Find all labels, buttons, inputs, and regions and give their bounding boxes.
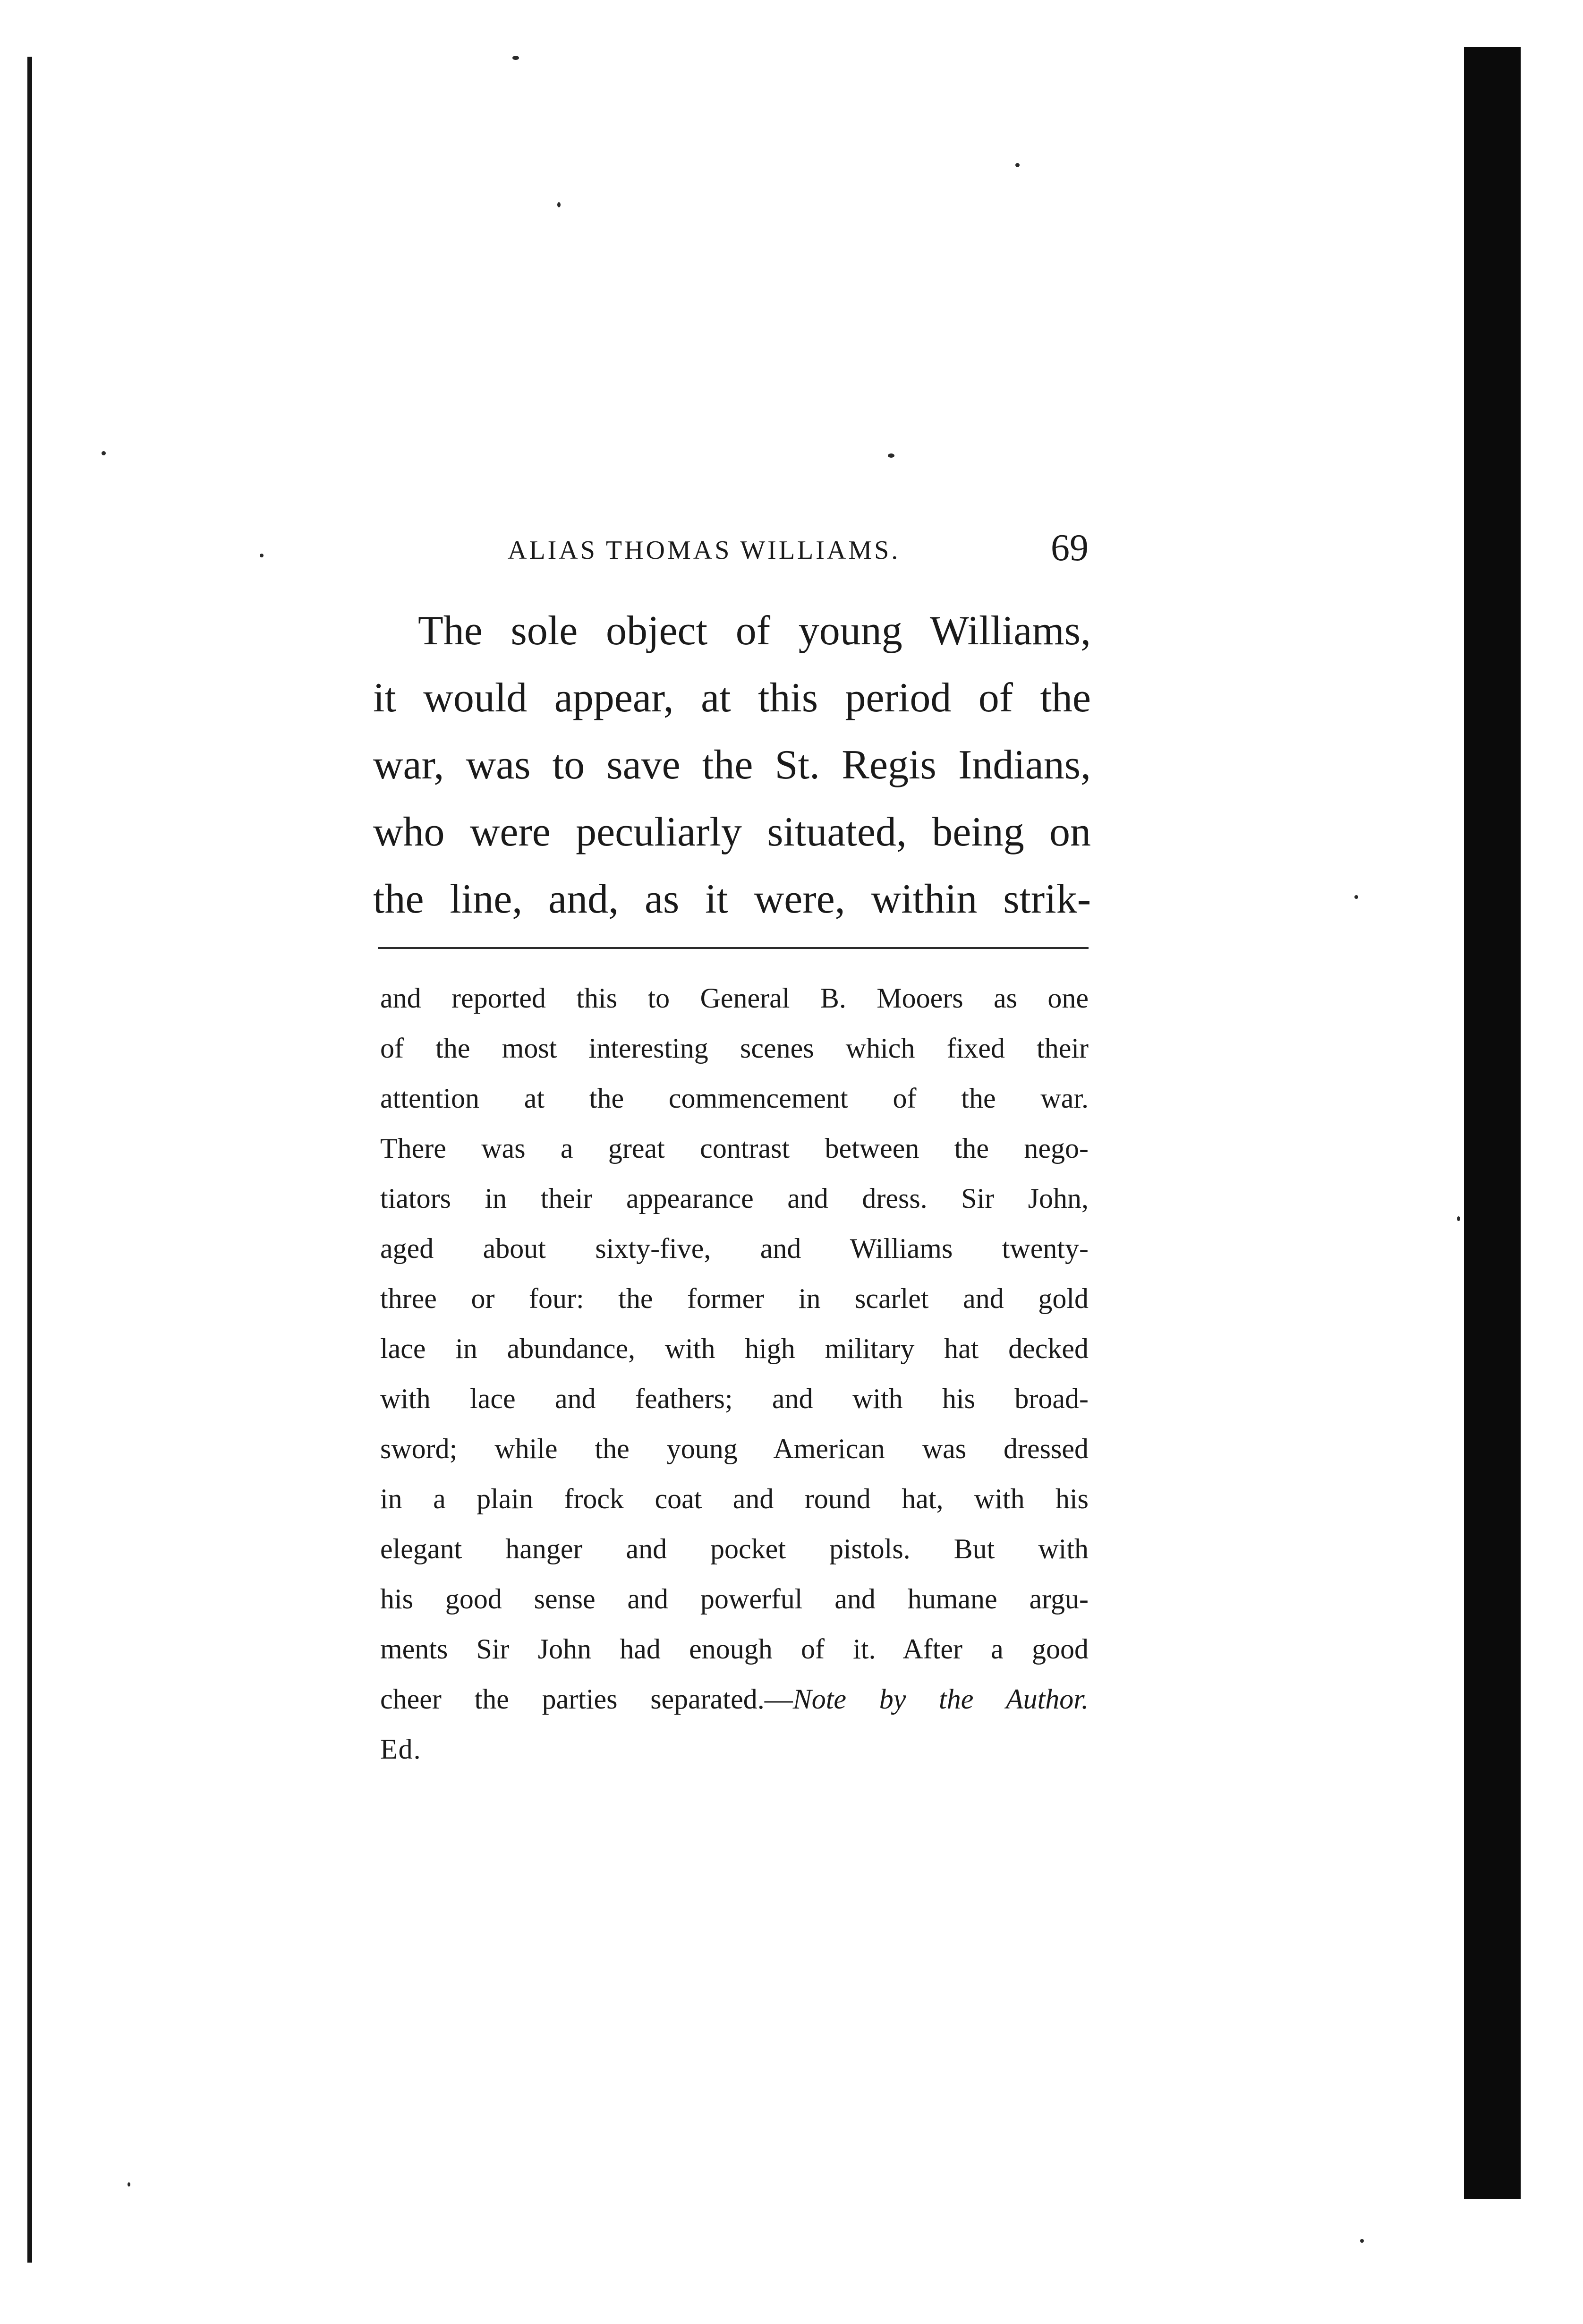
footnote-line: sword; while the young American was dressed: [380, 1433, 1089, 1464]
scan-speck: [128, 2182, 130, 2187]
footnote-line: tiators in their appearance and dress. Sir John,: [380, 1183, 1089, 1214]
footnote-line: lace in abundance, with high military hat decked: [380, 1333, 1089, 1364]
scan-speck: [1457, 1216, 1460, 1221]
footnote-line: There was a great contrast between the nego-: [380, 1133, 1089, 1164]
footnote-rule: [378, 947, 1089, 949]
footnote-block: [380, 973, 1089, 1774]
footnote-line: in a plain frock coat and round hat, with his: [380, 1483, 1089, 1514]
main-text-line: The sole object of young Williams,: [418, 608, 1091, 654]
scan-speck: [1360, 2239, 1364, 2243]
main-text-line: war, was to save the St. Regis Indians,: [373, 742, 1091, 788]
scan-speck: [888, 453, 894, 458]
footnote-line: ments Sir John had enough of it. After a good: [380, 1633, 1089, 1665]
scan-speck: [1354, 895, 1358, 899]
footnote-line: attention at the commencement of the war.: [380, 1083, 1089, 1114]
scan-speck: [1015, 163, 1020, 167]
running-head: [508, 527, 1089, 569]
scan-speck: [260, 554, 264, 557]
footnote-line: his good sense and powerful and humane argu-: [380, 1583, 1089, 1615]
footnote-line: with lace and feathers; and with his broad-: [380, 1383, 1089, 1414]
footnote-signature: Ed.: [380, 1734, 422, 1765]
footnote-line: aged about sixty-five, and Williams twenty-: [380, 1233, 1089, 1264]
running-title: ALIAS THOMAS WILLIAMS.: [508, 536, 901, 565]
main-text-line: it would appear, at this period of the: [373, 675, 1091, 721]
scan-speck: [102, 451, 106, 455]
page-number: 69: [1051, 527, 1089, 569]
main-text-line: the line, and, as it were, within strik-: [373, 876, 1091, 922]
scan-right-band: [1464, 47, 1521, 2199]
main-text-line: who were peculiarly situated, being on: [373, 809, 1091, 855]
footnote-line: and reported this to General B. Mooers as one: [380, 983, 1089, 1014]
scan-speck: [557, 202, 561, 207]
footnote-line: three or four: the former in scarlet and gold: [380, 1283, 1089, 1314]
footnote-last-text: cheer the parties separated.—: [380, 1683, 793, 1715]
main-text-block: [373, 598, 1091, 933]
footnote-author-note: Note by the Author.: [792, 1683, 1089, 1715]
footnote-line-last: [380, 1674, 1089, 1724]
scan-left-edge: [27, 57, 32, 2263]
scan-speck: [512, 56, 519, 60]
footnote-line: elegant hanger and pocket pistols. But with: [380, 1533, 1089, 1564]
footnote-line: of the most interesting scenes which fixed their: [380, 1033, 1089, 1064]
